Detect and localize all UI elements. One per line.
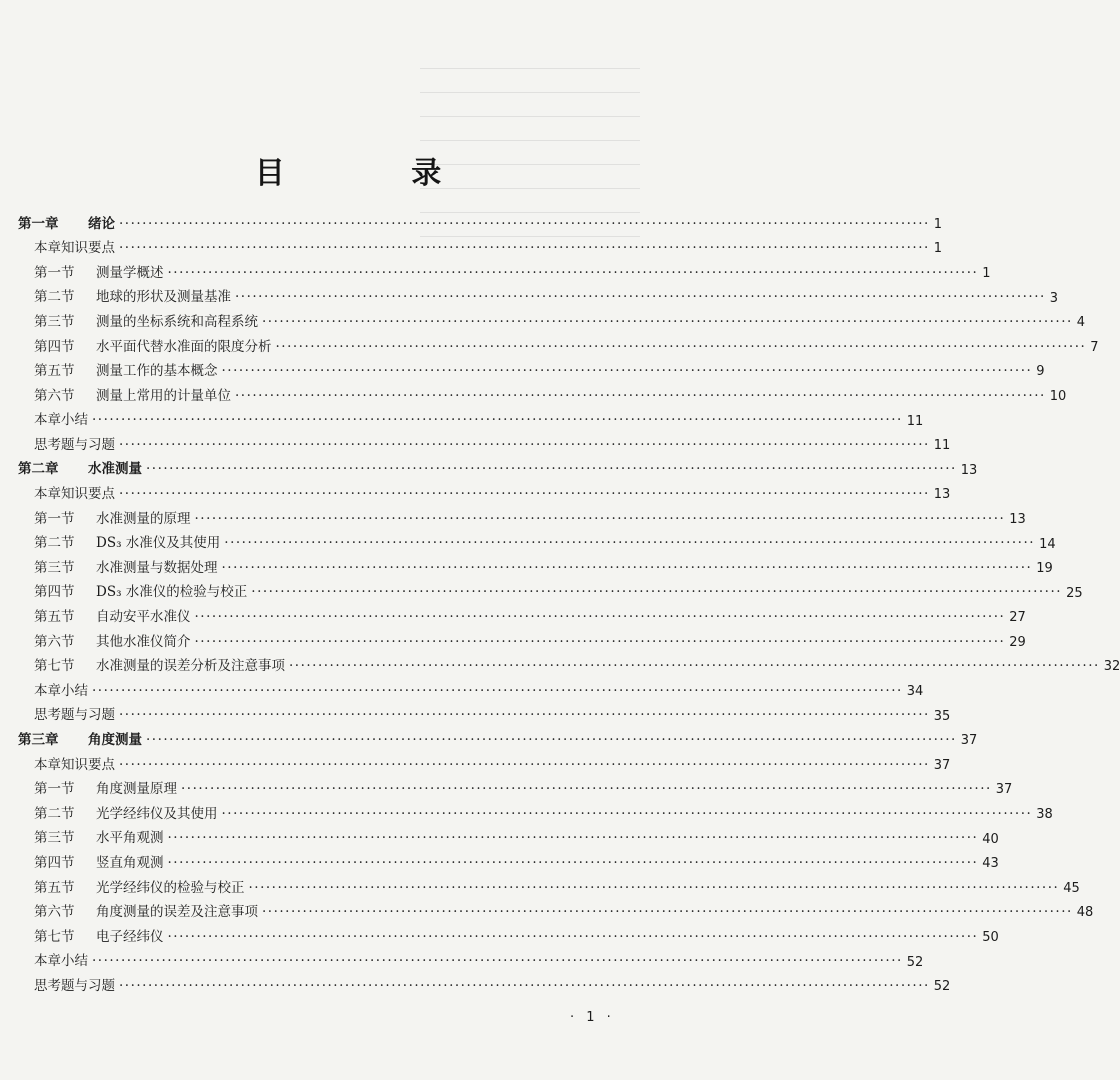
toc-summary-entry[interactable] <box>0 753 951 778</box>
dot-leader: ············································································································································ <box>262 313 1073 330</box>
toc-entry-label <box>34 436 115 453</box>
toc-section-entry[interactable] <box>0 901 1094 926</box>
toc-entry-title: 本章小结 <box>34 953 88 970</box>
toc-entry-page-number: 1 <box>933 216 943 232</box>
toc-entry-title: 测量上常用的计量单位 <box>96 387 231 404</box>
toc-entry-title: 竖直角观测 <box>96 854 164 871</box>
toc-section-entry[interactable] <box>0 556 1053 581</box>
dot-leader: ············································································································································ <box>224 535 1036 552</box>
toc-entry-number: 第三节 <box>34 830 75 847</box>
dot-leader: ············································································································································ <box>167 854 979 871</box>
toc-entry-page-number: 1 <box>982 265 991 281</box>
toc-entry-page-number: 11 <box>906 413 924 429</box>
dot-leader: ············································································································································ <box>119 215 930 232</box>
toc-entry-page-number: 38 <box>1036 807 1053 823</box>
toc-entry-title: 水准测量 <box>88 461 142 478</box>
toc-entry-number: 第二章 <box>18 461 59 478</box>
toc-entry-label <box>34 264 164 281</box>
dot-leader: ············································································································································ <box>119 240 930 257</box>
dot-leader: ············································································································································ <box>167 264 979 281</box>
toc-entry-page-number: 7 <box>1090 339 1099 355</box>
dot-leader: ············································································································································ <box>92 953 903 970</box>
toc-entry-page-number: 35 <box>933 708 951 724</box>
toc-section-entry[interactable] <box>0 384 1067 409</box>
toc-section-entry[interactable] <box>0 876 1080 901</box>
toc-entry-title: 本章知识要点 <box>34 240 115 257</box>
toc-summary-entry[interactable] <box>0 409 924 434</box>
toc-entry-label <box>34 854 164 871</box>
toc-entry-label <box>34 832 164 846</box>
toc-section-entry[interactable] <box>0 360 1045 385</box>
toc-entry-title: 光学经纬仪的检验与校正 <box>96 879 245 896</box>
toc-entry-page-number: 13 <box>1009 511 1026 527</box>
toc-entry-number: 第六节 <box>34 387 75 404</box>
toc-entry-number: 第五节 <box>34 879 75 896</box>
toc-entry-number: 第三章 <box>18 732 59 749</box>
toc-chapter-entry[interactable] <box>0 458 978 483</box>
toc-entry-title: 自动安平水准仪 <box>96 609 191 626</box>
toc-entry-title: 水平面代替水准面的限度分析 <box>96 338 272 355</box>
toc-entry-label <box>18 734 142 748</box>
toc-entry-label <box>34 414 88 428</box>
toc-chapter-entry[interactable] <box>0 212 943 237</box>
toc-entry-title: 测量学概述 <box>96 264 164 281</box>
toc-section-entry[interactable] <box>0 655 1120 680</box>
toc-entry-number: 第三节 <box>34 313 75 330</box>
toc-entry-label <box>34 879 245 896</box>
toc-section-entry[interactable] <box>0 261 991 286</box>
dot-leader: ············································································································································ <box>119 756 930 773</box>
toc-entry-page-number: 40 <box>982 831 999 847</box>
toc-entry-title: DS₃ 水准仪及其使用 <box>96 535 221 552</box>
toc-entry-label <box>34 488 115 502</box>
dot-leader: ············································································································································ <box>119 977 930 994</box>
toc-entry-number: 第七节 <box>34 658 75 675</box>
toc-entry-page-number: 37 <box>960 733 978 749</box>
dot-leader: ············································································································································ <box>92 412 903 429</box>
toc-section-entry[interactable] <box>0 778 1013 803</box>
dot-leader: ············································································································································ <box>146 461 957 478</box>
toc-entry-title: 角度测量的误差及注意事项 <box>96 904 258 921</box>
toc-entry-label <box>34 338 272 355</box>
dot-leader: ············································································································································ <box>221 805 1033 822</box>
toc-entry-page-number: 29 <box>1009 634 1026 650</box>
toc-section-entry[interactable] <box>0 507 1026 532</box>
toc-section-entry[interactable] <box>0 925 999 950</box>
toc-entry-label <box>34 559 218 576</box>
dot-leader: ············································································································································ <box>92 682 903 699</box>
toc-entry-page-number: 4 <box>1076 315 1086 331</box>
toc-entry-title: 本章知识要点 <box>34 486 115 503</box>
toc-entry-title: 水准测量的原理 <box>96 510 191 527</box>
toc-entry-label <box>34 365 218 379</box>
toc-entry-label <box>34 783 177 797</box>
dot-leader: ············································································································································ <box>248 879 1060 896</box>
dot-leader: ············································································································································ <box>262 904 1073 921</box>
toc-entry-number: 第三节 <box>34 559 75 576</box>
dot-leader: ············································································································································ <box>251 584 1063 601</box>
dot-leader: ············································································································································ <box>194 633 1006 650</box>
dot-leader: ············································································································································ <box>194 609 1006 626</box>
dot-leader: ············································································································································ <box>119 486 930 503</box>
toc-entry-title: 角度测量原理 <box>96 781 177 798</box>
toc-entry-label <box>34 660 285 674</box>
toc-entry-page-number: 13 <box>933 487 951 503</box>
toc-entry-label <box>34 633 191 650</box>
toc-entry-page-number: 1 <box>933 241 943 257</box>
dot-leader: ············································································································································ <box>221 559 1033 576</box>
toc-entry-title: 绪论 <box>88 215 115 232</box>
toc-entry-page-number: 14 <box>1039 536 1056 552</box>
toc-summary-entry[interactable] <box>0 483 951 508</box>
toc-entry-title: DS₃ 水准仪的检验与校正 <box>96 584 248 601</box>
toc-entry-title: 测量的坐标系统和高程系统 <box>96 313 258 330</box>
toc-entry-number: 第一节 <box>34 510 75 527</box>
toc-section-entry[interactable] <box>0 802 1053 827</box>
toc-entry-title: 思考题与习题 <box>34 977 115 994</box>
toc-entry-title: 本章小结 <box>34 412 88 429</box>
toc-entry-page-number: 34 <box>906 684 924 700</box>
toc-summary-entry[interactable] <box>0 679 924 704</box>
toc-entry-page-number: 32 <box>1103 659 1120 675</box>
toc-entry-page-number: 27 <box>1009 610 1026 626</box>
toc-chapter-entry[interactable] <box>0 728 978 753</box>
toc-entry-title: 思考题与习题 <box>34 436 115 453</box>
toc-section-entry[interactable] <box>0 532 1056 557</box>
toc-entry-label <box>34 291 231 305</box>
toc-summary-entry[interactable] <box>0 704 951 729</box>
table-of-contents <box>0 212 1120 999</box>
dot-leader: ············································································································································ <box>146 732 957 749</box>
toc-entry-page-number: 10 <box>1049 388 1067 404</box>
toc-entry-title: 水准测量与数据处理 <box>96 559 218 576</box>
toc-section-entry[interactable] <box>0 335 1099 360</box>
toc-entry-label <box>34 977 115 994</box>
toc-summary-entry[interactable] <box>0 433 951 458</box>
toc-section-entry[interactable] <box>0 581 1083 606</box>
toc-entry-page-number: 52 <box>933 979 951 995</box>
dot-leader: ············································································································································ <box>275 338 1087 355</box>
toc-entry-page-number: 37 <box>995 782 1013 798</box>
toc-entry-label <box>34 387 231 404</box>
dot-leader: ············································································································································ <box>289 658 1100 675</box>
toc-summary-entry[interactable] <box>0 974 951 999</box>
toc-entry-page-number: 48 <box>1076 905 1094 921</box>
toc-entry-label <box>34 537 220 551</box>
toc-entry-title: 本章知识要点 <box>34 756 115 773</box>
toc-section-entry[interactable] <box>0 606 1026 631</box>
dot-leader: ············································································································································ <box>167 928 979 945</box>
toc-entry-label <box>34 906 258 920</box>
toc-entry-label <box>34 586 247 600</box>
toc-entry-label <box>18 463 142 477</box>
toc-section-entry[interactable] <box>0 827 999 852</box>
toc-entry-number: 第六节 <box>34 904 75 921</box>
toc-entry-title: 电子经纬仪 <box>96 928 164 945</box>
toc-entry-label <box>18 215 115 232</box>
toc-entry-title: 角度测量 <box>88 732 142 749</box>
toc-entry-page-number: 52 <box>906 954 924 970</box>
toc-entry-page-number: 19 <box>1036 561 1053 577</box>
dot-leader: ············································································································································ <box>119 707 930 724</box>
toc-entry-label <box>34 756 115 773</box>
toc-entry-number: 第二节 <box>34 289 75 306</box>
toc-entry-title: 水平角观测 <box>96 830 164 847</box>
toc-entry-page-number: 37 <box>933 757 951 773</box>
toc-entry-number: 第四节 <box>34 584 75 601</box>
page-number: · 1 · <box>570 1010 615 1025</box>
toc-entry-label <box>34 682 88 699</box>
toc-entry-number: 第一章 <box>18 215 59 232</box>
toc-entry-label <box>34 805 218 822</box>
toc-entry-title: 地球的形状及测量基准 <box>96 289 231 306</box>
toc-entry-page-number: 3 <box>1049 290 1059 306</box>
toc-entry-title: 水准测量的误差分析及注意事项 <box>96 658 285 675</box>
toc-section-entry[interactable] <box>0 310 1086 335</box>
toc-entry-number: 第四节 <box>34 854 75 871</box>
dot-leader: ············································································································································ <box>221 363 1033 380</box>
toc-entry-title: 测量工作的基本概念 <box>96 363 218 380</box>
toc-section-entry[interactable] <box>0 286 1059 311</box>
dot-leader: ············································································································································ <box>194 510 1006 527</box>
toc-entry-page-number: 13 <box>960 462 978 478</box>
toc-entry-title: 思考题与习题 <box>34 707 115 724</box>
toc-summary-entry[interactable] <box>0 237 943 262</box>
toc-section-entry[interactable] <box>0 851 999 876</box>
toc-entry-title: 其他水准仪简介 <box>96 633 191 650</box>
toc-entry-number: 第五节 <box>34 363 75 380</box>
toc-entry-label <box>34 955 88 969</box>
toc-entry-number: 第一节 <box>34 781 75 798</box>
toc-entry-page-number: 9 <box>1036 364 1045 380</box>
toc-entry-number: 第五节 <box>34 609 75 626</box>
toc-entry-number: 第二节 <box>34 535 75 552</box>
dot-leader: ············································································································································ <box>235 289 1046 306</box>
toc-entry-page-number: 25 <box>1066 585 1083 601</box>
toc-entry-number: 第四节 <box>34 338 75 355</box>
dot-leader: ············································································································································ <box>119 436 930 453</box>
toc-entry-number: 第七节 <box>34 928 75 945</box>
toc-entry-label <box>34 313 258 330</box>
dot-leader: ············································································································································ <box>181 781 992 798</box>
toc-entry-number: 第二节 <box>34 805 75 822</box>
toc-entry-label <box>34 928 164 945</box>
toc-entry-page-number: 45 <box>1063 880 1080 896</box>
toc-entry-label <box>34 709 115 723</box>
toc-entry-number: 第一节 <box>34 264 75 281</box>
toc-entry-label <box>34 242 115 256</box>
toc-entry-title: 光学经纬仪及其使用 <box>96 805 218 822</box>
toc-entry-number: 第六节 <box>34 633 75 650</box>
toc-entry-page-number: 50 <box>982 930 999 946</box>
toc-title: 目 录 <box>254 156 500 191</box>
toc-entry-page-number: 43 <box>982 856 999 872</box>
toc-summary-entry[interactable] <box>0 950 924 975</box>
dot-leader: ············································································································································ <box>167 830 979 847</box>
toc-section-entry[interactable] <box>0 630 1026 655</box>
dot-leader: ············································································································································ <box>235 387 1046 404</box>
toc-entry-label <box>34 510 191 527</box>
toc-entry-label <box>34 611 191 625</box>
toc-entry-title: 本章小结 <box>34 682 88 699</box>
toc-entry-page-number: 11 <box>933 438 951 454</box>
